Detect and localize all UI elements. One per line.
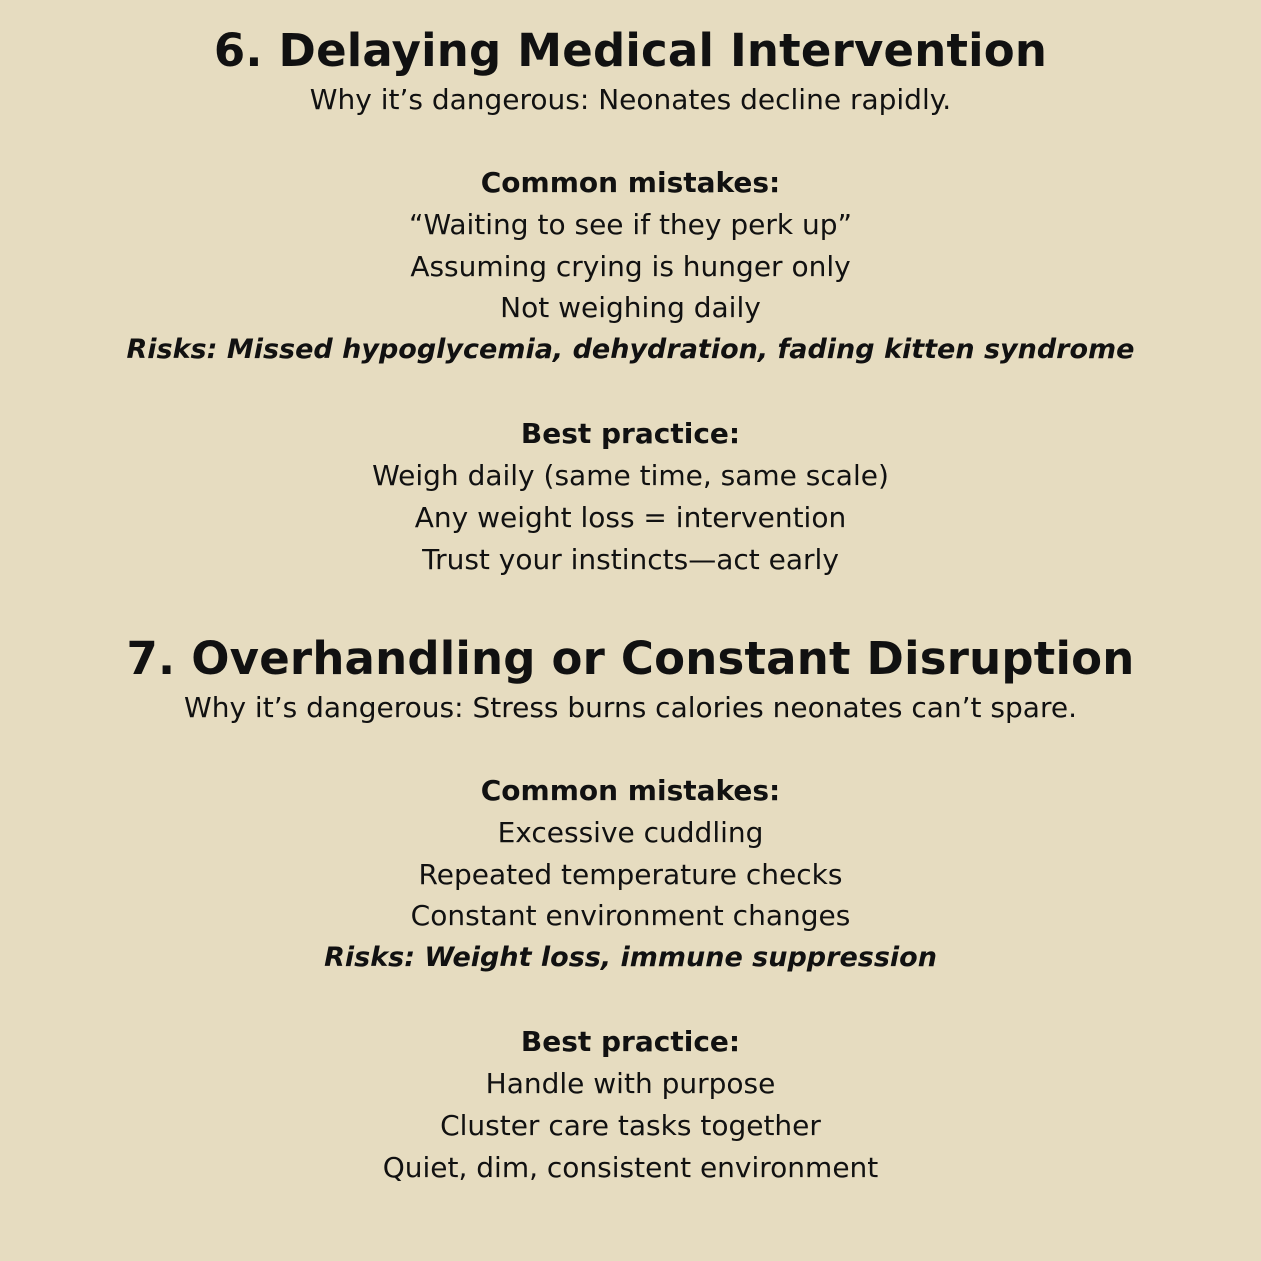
section-heading: 7. Overhandling or Constant Disruption: [126, 632, 1135, 685]
practice-item: Trust your instincts—act early: [422, 542, 839, 576]
mistake-item: Not weighing daily: [500, 291, 761, 325]
practice-item: Weigh daily (same time, same scale): [372, 459, 889, 493]
practice-item: Cluster care tasks together: [440, 1108, 821, 1142]
risks-text: Risks: Missed hypoglycemia, dehydration, fading kitten syndrome: [126, 334, 1135, 366]
section-heading: 6. Delaying Medical Intervention: [213, 24, 1048, 77]
risks-text: Risks: Weight loss, immune suppression: [324, 942, 937, 974]
common-mistakes-label: Common mistakes:: [480, 774, 781, 807]
mistake-item: Repeated temperature checks: [418, 857, 843, 891]
why-dangerous-text: Why it’s dangerous: Stress burns calories neonates can’t spare.: [184, 691, 1077, 724]
section-overhandling: [0, 630, 1261, 1188]
practice-item: Any weight loss = intervention: [414, 500, 847, 534]
section-delaying-medical-intervention: [0, 22, 1261, 580]
practice-item: Quiet, dim, consistent environment: [382, 1150, 879, 1184]
mistake-item: Assuming crying is hunger only: [410, 249, 851, 283]
common-mistakes-label: Common mistakes:: [480, 166, 781, 199]
why-dangerous-text: Why it’s dangerous: Neonates decline rapidly.: [309, 83, 952, 116]
mistake-item: “Waiting to see if they perk up”: [408, 208, 853, 241]
best-practice-label: Best practice:: [520, 1025, 741, 1059]
mistake-item: Excessive cuddling: [497, 816, 764, 849]
best-practice-label: Best practice:: [520, 417, 741, 451]
practice-item: Handle with purpose: [485, 1067, 776, 1101]
mistake-item: Constant environment changes: [410, 899, 851, 933]
